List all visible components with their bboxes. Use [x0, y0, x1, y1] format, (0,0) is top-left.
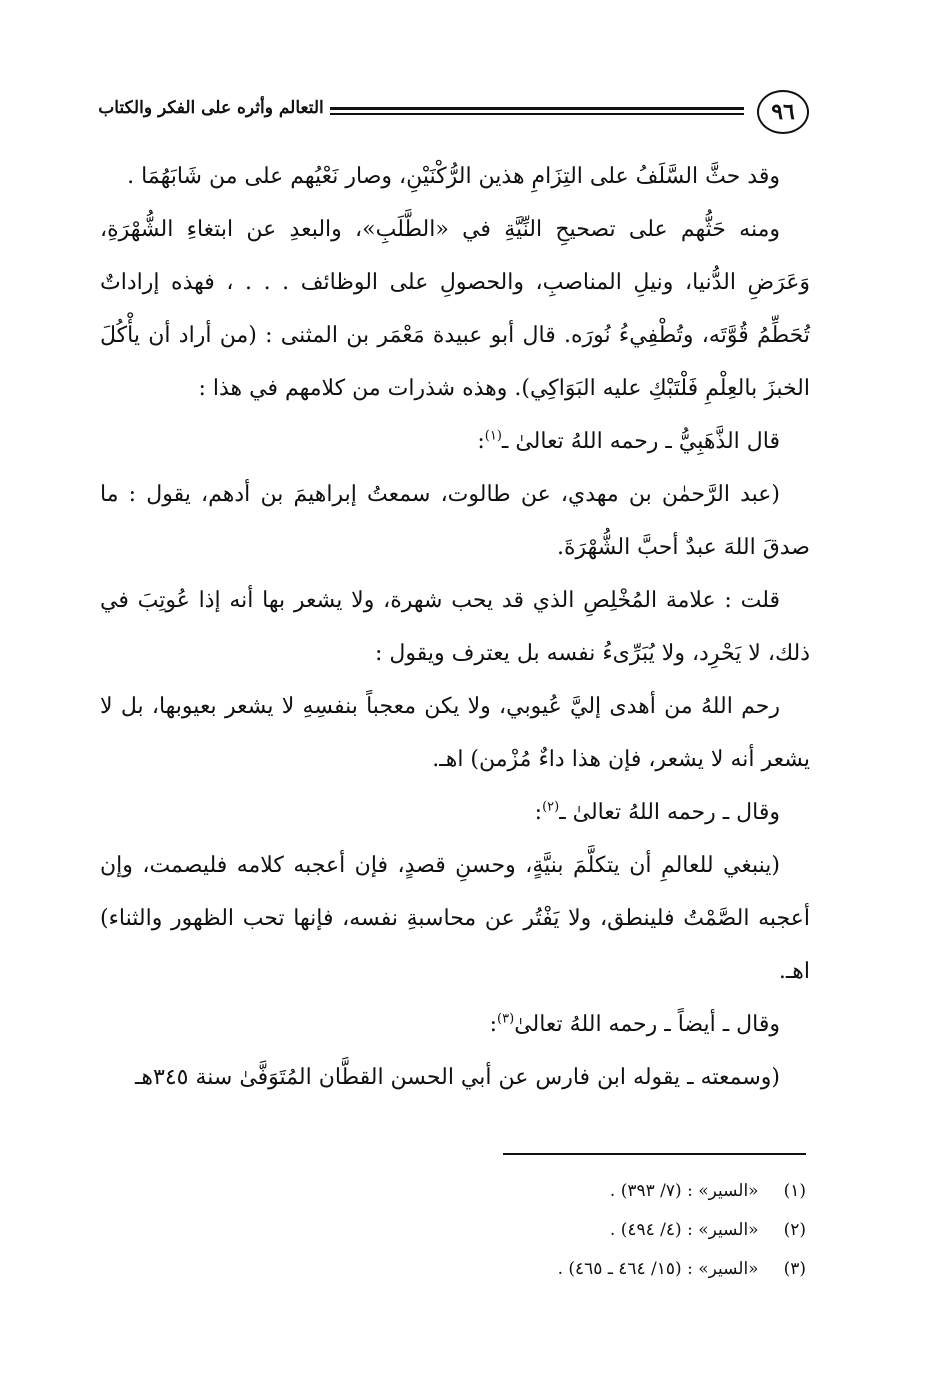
footnote-separator [503, 1153, 806, 1155]
paragraph [100, 415, 810, 468]
page-number: ٩٦ [771, 99, 795, 125]
footnote-ref: (١) [484, 428, 502, 444]
footnote-number: (١) [783, 1181, 806, 1201]
footnote-text: «السير» : (٧/ ٣٩٣) . [609, 1181, 759, 1201]
footnote-text: «السير» : (٤/ ٤٩٤) . [609, 1220, 759, 1240]
footnote-number: (٢) [783, 1220, 806, 1240]
paragraph: قلت : علامة المُخْلِصِ الذي قد يحب شهرة، ولا يشعر بها أنه إذا عُوتِبَ في ذلك، لا يَحْرِد، ولا يُبَرِّىءُ نفسه بل يعترف ويقول : [100, 588, 810, 666]
header-rule-thin [330, 113, 744, 115]
footnotes [346, 1172, 806, 1289]
footnote [346, 1172, 806, 1211]
footnote-ref: (٣) [497, 1011, 515, 1027]
paragraph: (ينبغي للعالمِ أن يتكلَّمَ بنيَّةٍ، وحسنِ قصدٍ، فإن أعجبه كلامه فليصمت، وإن أعجبه الصَّمْتُ فلينطق، ولا يَفْتُر عن محاسبةِ نفسه، فإنها تحب الظهور والثناء) اهـ. [100, 853, 810, 984]
header-rule-thick [330, 107, 744, 110]
footnote-text: «السير» : (١٥/ ٤٦٤ ـ ٤٦٥) . [557, 1259, 759, 1279]
colon: : [477, 429, 485, 454]
footnote [346, 1250, 806, 1289]
paragraph: ومنه حَثُّهم على تصحيحِ النِّيَّةِ في «الطَّلَبِ»، والبعدِ عن ابتغاءِ الشُّهْرَةِ، وَعَرَضِ الدُّنيا، ونيلِ المناصبِ، والحصولِ على الوظائف . . . ، فهذه إراداتٌ تُحَطِّمُ قُوَّتَه، وتُطْفِيءُ نُورَه. قال أبو عبيدة مَعْمَر بن المثنى : (من أراد أن يأْكُلَ الخبزَ بالعِلْمِ فَلْتَبْكِ عليه البَوَاكِي). وهذه شذرات من كلامهم في هذا : [100, 217, 810, 401]
body-text [100, 150, 810, 1104]
paragraph [100, 786, 810, 839]
paragraph [100, 998, 810, 1051]
quote-intro: قال الذَّهَبِيُّ ـ رحمه اللهُ تعالىٰ ـ [501, 429, 780, 454]
paragraph: رحم اللهُ من أهدى إليَّ عُيوبي، ولا يكن معجباً بنفسِهِ لا يشعر بعيوبها، بل لا يشعر أنه لا يشعر، فإن هذا داءٌ مُزْمن) اهـ. [100, 694, 810, 772]
colon: : [489, 1012, 498, 1037]
paragraph: (عبد الرَّحمٰن بن مهدي، عن طالوت، سمعتُ إبراهيمَ بن أدهم، يقول : ما صدقَ اللهَ عبدٌ أحبَّ الشُّهْرَةَ. [100, 482, 810, 560]
quote-intro: وقال ـ أيضاً ـ رحمه اللهُ تعالىٰ [514, 1012, 780, 1037]
paragraph: وقد حثَّ السَّلَفُ على التِزَامِ هذين الرُّكْنَيْنِ، وصار نَعْيُهم على من شَابَهُمَا . [127, 164, 780, 189]
page-number-badge [757, 90, 809, 134]
paragraph: (وسمعته ـ يقوله ابن فارس عن أبي الحسن القطَّان المُتَوَفَّىٰ سنة ٣٤٥هـ [134, 1065, 780, 1090]
footnote [346, 1211, 806, 1250]
quote-intro: وقال ـ رحمه اللهُ تعالىٰ ـ [559, 800, 780, 825]
footnote-ref: (٢) [542, 799, 560, 815]
running-title: التعالم وأثره على الفكر والكتاب [98, 98, 324, 118]
footnote-number: (٣) [783, 1259, 806, 1279]
colon: : [534, 800, 543, 825]
